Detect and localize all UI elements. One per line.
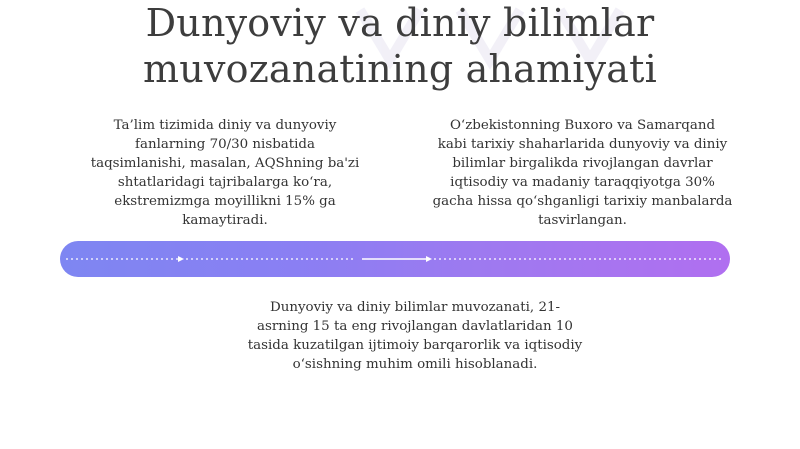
right-text-line: gacha hissa qo‘shganligi tarixiy manbalarda: [432, 194, 733, 209]
left-text-line: Ta’lim tizimida diniy va dunyoviy: [113, 118, 337, 133]
arrow-head-icon: [426, 256, 432, 262]
bottom-text-line: Dunyoviy va diniy bilimlar muvozanati, 21-: [269, 300, 561, 315]
timeline-bar: [60, 241, 730, 277]
left-text-line: ekstremizmga moyillikni 15% ga: [114, 194, 336, 209]
right-text-block: [420, 116, 745, 230]
right-text-line: O‘zbekistonning Buxoro va Samarqand: [449, 118, 716, 133]
title-line: Dunyoviy va diniy bilimlar: [145, 1, 655, 45]
right-text-line: iqtisodiy va madaniy taraqqiyotga 30%: [450, 175, 715, 190]
title-line: muvozanatining ahamiyati: [143, 47, 657, 91]
bottom-text-line: tasida kuzatilgan ijtimoiy barqarorlik va iqtisodiy: [247, 338, 583, 353]
left-text-line: taqsimlanishi, masalan, AQShning ba'zi: [90, 156, 360, 171]
left-text-line: fanlarning 70/30 nisbatida: [135, 137, 315, 152]
arrow-head-icon: [178, 256, 184, 262]
slide-title: [0, 0, 800, 92]
right-text-line: bilimlar birgalikda rivojlangan davrlar: [452, 156, 713, 171]
bottom-text-line: o‘sishning muhim omili hisoblanadi.: [292, 357, 538, 372]
timeline-arrows: [60, 241, 730, 277]
bottom-text-block: [230, 298, 600, 374]
right-text-line: tasvirlangan.: [538, 213, 627, 228]
right-text-line: kabi tarixiy shaharlarida dunyoviy va diniy: [437, 137, 728, 152]
left-text-line: shtatlaridagi tajribalarga ko‘ra,: [117, 175, 333, 190]
left-text-line: kamaytiradi.: [182, 213, 268, 228]
left-text-block: [70, 116, 380, 230]
bottom-text-line: asrning 15 ta eng rivojlangan davlatlaridan 10: [257, 319, 573, 334]
